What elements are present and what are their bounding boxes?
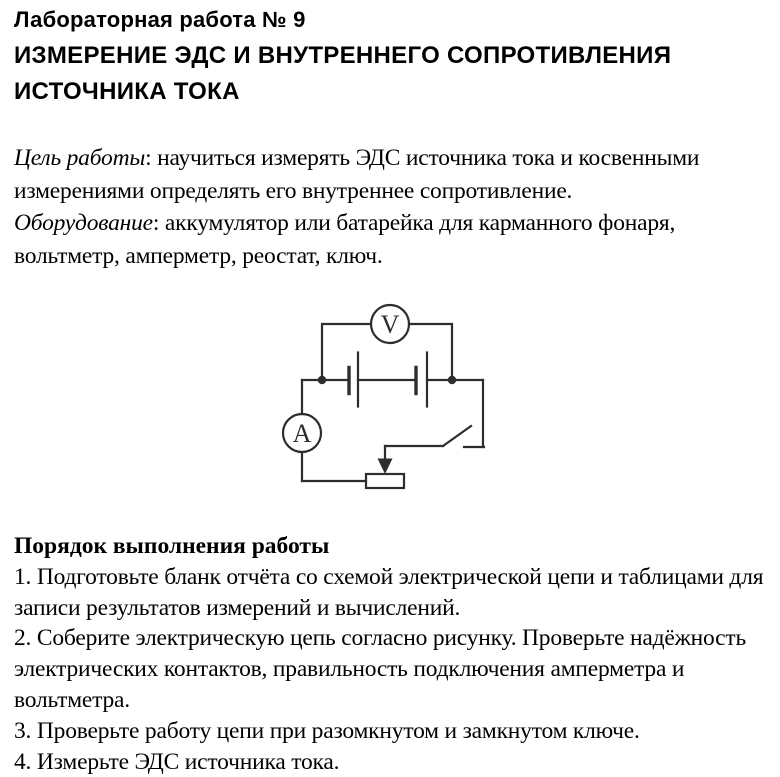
- step-2-line-1: 2. Соберите электрическую цепь согласно рисунку. Проверьте надёжность: [14, 625, 747, 652]
- ammeter-label: A: [292, 419, 312, 448]
- junction-dot-right: [448, 376, 456, 384]
- lab-number-heading: Лабораторная работа № 9: [14, 7, 306, 32]
- intro-section: [14, 142, 699, 273]
- equipment-line-1: [14, 207, 699, 240]
- rheostat-body: [366, 474, 404, 488]
- equipment-line-2: вольтметр, амперметр, реостат, ключ.: [14, 243, 383, 270]
- junction-dot-left: [318, 376, 326, 384]
- step-3-line-1: 3. Проверьте работу цепи при разомкнутом и замкнутом ключе.: [14, 717, 640, 744]
- lab-title-line-2: ИСТОЧНИКА ТОКА: [14, 78, 240, 105]
- page-title: [14, 2, 671, 110]
- circuit-diagram: [280, 295, 498, 500]
- voltmeter-label: V: [380, 310, 400, 339]
- procedure-heading: Порядок выполнения работы: [14, 533, 330, 559]
- rheostat-arrow-icon: [378, 459, 393, 475]
- step-1-line-2: записи результатов измерений и вычислений.: [14, 594, 461, 621]
- step-2-line-2: электрических контактов, правильность подключения амперметра и: [14, 656, 685, 683]
- goal-label: Цель работы: [14, 145, 146, 171]
- step-1-line-1: 1. Подготовьте бланк отчёта со схемой электрической цепи и таблицами для: [14, 563, 764, 590]
- equipment-text-1: : аккумулятор или батарейка для карманного фонаря,: [152, 210, 676, 237]
- step-4-line-1: 4. Измерьте ЭДС источника тока.: [14, 748, 340, 775]
- equipment-label: Оборудование: [14, 210, 153, 237]
- goal-text-1: : научиться измерять ЭДС источника тока и косвенными: [145, 145, 700, 171]
- lab-title-line-1: ИЗМЕРЕНИЕ ЭДС И ВНУТРЕННЕГО СОПРОТИВЛЕНИЯ: [14, 42, 672, 69]
- goal-line-2: измерениями определять его внутреннее сопротивление.: [14, 177, 573, 204]
- step-2-line-3: вольтметра.: [14, 686, 130, 713]
- switch-blade: [443, 426, 471, 446]
- wire-voltmeter-left: [322, 324, 371, 380]
- procedure-section: [14, 531, 763, 777]
- goal-line-1: [14, 142, 699, 175]
